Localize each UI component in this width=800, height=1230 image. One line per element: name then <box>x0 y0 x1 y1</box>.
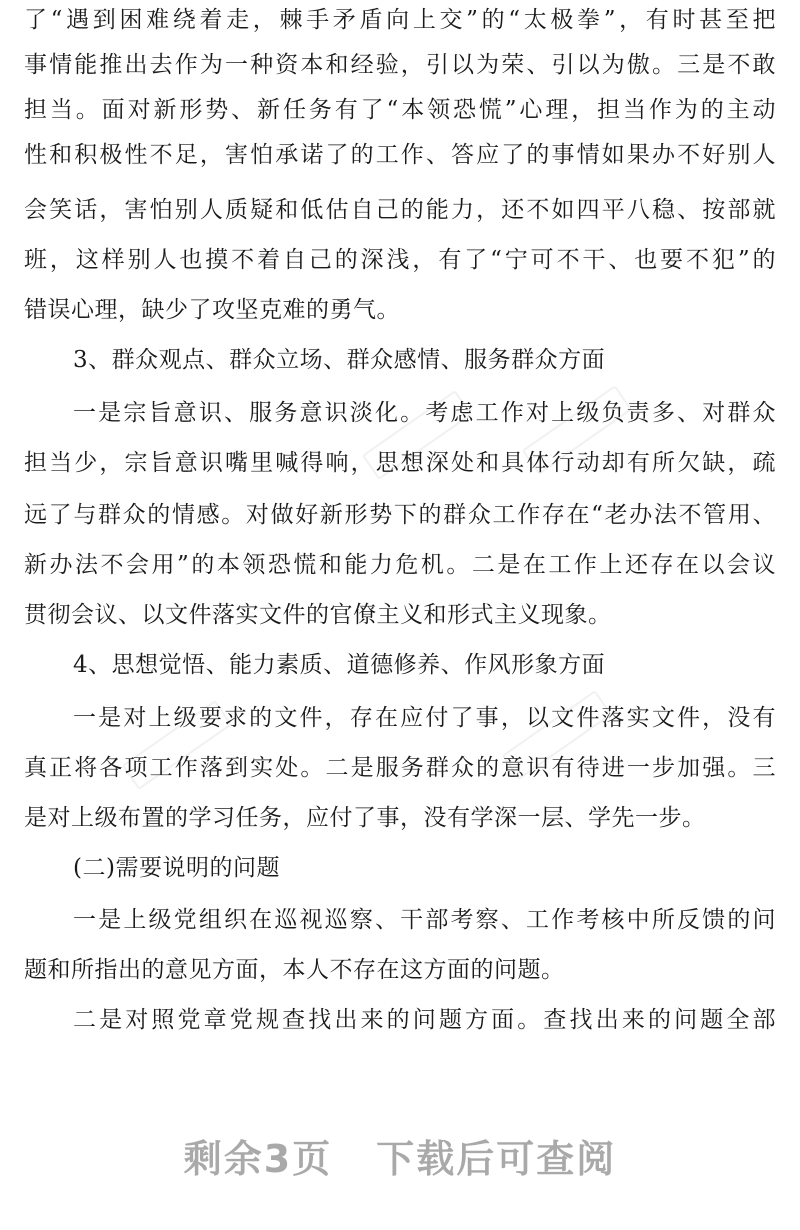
body-line: 一是宗旨意识、服务意识淡化。考虑工作对上级负责多、对群众 <box>73 400 776 426</box>
body-line: 班，这样别人也摸不着自己的深浅，有了“宁可不干、也要不犯”的 <box>24 247 776 273</box>
body-line: 会笑话，害怕别人质疑和低估自己的能力，还不如四平八稳、按部就 <box>24 197 776 223</box>
body-line: 真正将各项工作落到实处。二是服务群众的意识有待进一步加强。三 <box>24 755 776 781</box>
body-line: 一是上级党组织在巡视巡察、干部考察、工作考核中所反馈的问 <box>73 907 776 933</box>
section-heading: 4、思想觉悟、能力素质、道德修养、作风形象方面 <box>73 652 606 678</box>
body-line: 事情能推出去作为一种资本和经验，引以为荣、引以为傲。三是不敢 <box>24 52 776 78</box>
body-line: 是对上级布置的学习任务，应付了事，没有学深一层、学先一步。 <box>24 805 706 831</box>
body-line: 新办法不会用”的本领恐慌和能力危机。二是在工作上还存在以会议 <box>24 552 776 578</box>
body-line: 性和积极性不足，害怕承诺了的工作、答应了的事情如果办不好别人 <box>24 142 776 168</box>
body-line: 了“遇到困难绕着走，棘手矛盾向上交”的“太极拳”，有时甚至把 <box>24 7 776 33</box>
download-to-view-label: 下载后可查阅 <box>376 1137 617 1181</box>
remaining-pages-label: 剩余3页 <box>183 1137 333 1181</box>
body-line: 担当。面对新形势、新任务有了“本领恐慌”心理，担当作为的主动 <box>24 97 776 123</box>
download-prompt[interactable] <box>0 1128 800 1184</box>
section-heading: (二)需要说明的问题 <box>73 855 280 881</box>
section-heading: 3、群众观点、群众立场、群众感情、服务群众方面 <box>73 347 606 373</box>
body-line: 二是对照党章党规查找出来的问题方面。查找出来的问题全部 <box>73 1007 776 1033</box>
body-line: 一是对上级要求的文件，存在应付了事，以文件落实文件，没有 <box>73 705 776 731</box>
body-line: 担当少，宗旨意识嘴里喊得响，思想深处和具体行动却有所欠缺，疏 <box>24 450 776 476</box>
body-line: 错误心理，缺少了攻坚克难的勇气。 <box>24 297 400 323</box>
body-line: 题和所指出的意见方面，本人不存在这方面的问题。 <box>24 957 565 983</box>
body-line: 远了与群众的情感。对做好新形势下的群众工作存在“老办法不管用、 <box>24 502 776 528</box>
body-line: 贯彻会议、以文件落实文件的官僚主义和形式主义现象。 <box>24 602 612 628</box>
